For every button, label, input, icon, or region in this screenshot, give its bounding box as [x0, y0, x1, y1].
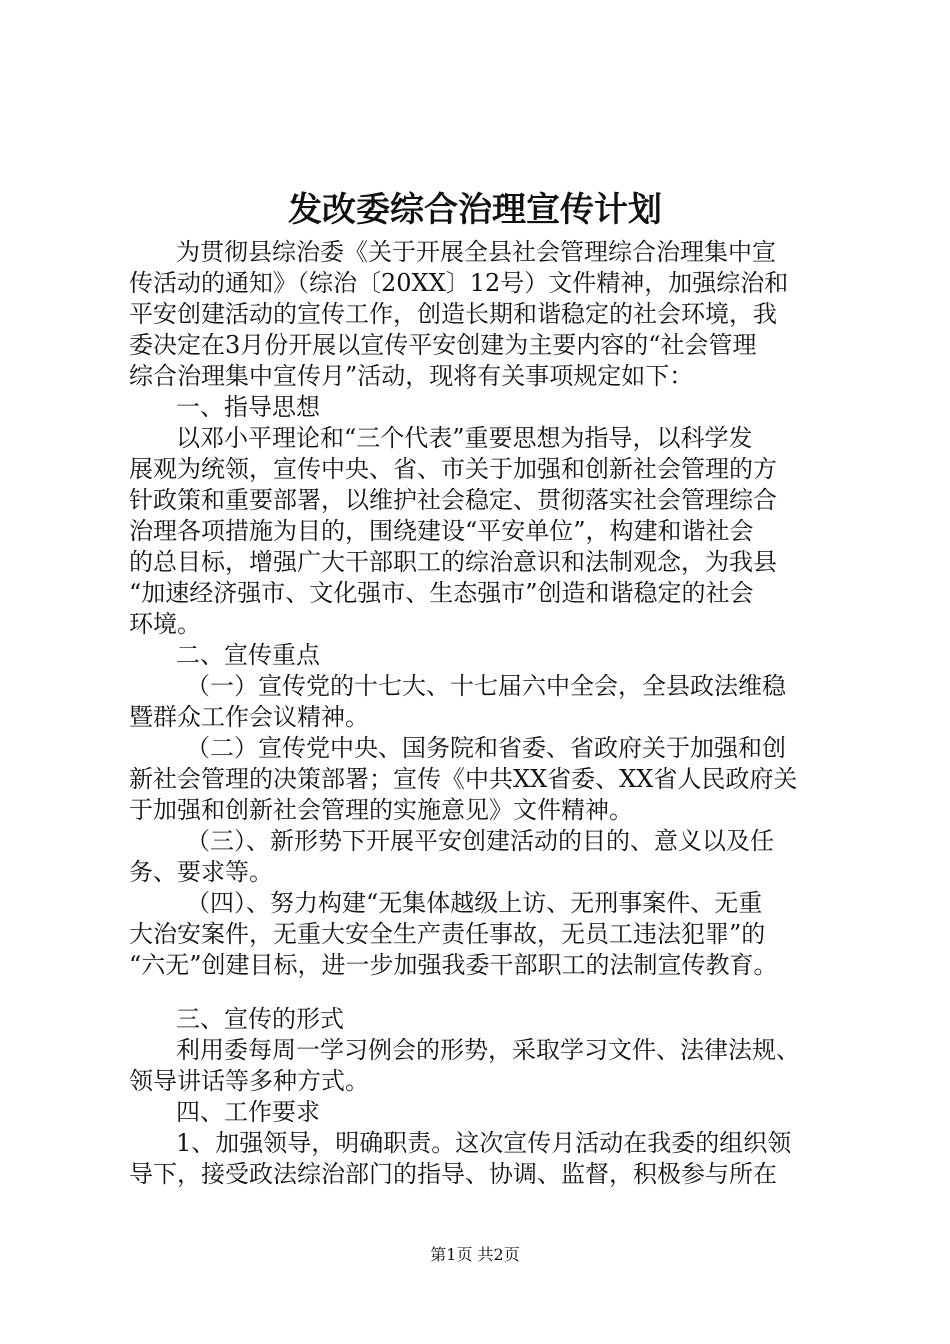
paragraph-line: 新社会管理的决策部署；宣传《中共XX省委、XX省人民政府关 [129, 765, 798, 793]
section-heading: 三、宣传的形式 [176, 1005, 344, 1033]
paragraph-line: 大治安案件，无重大安全生产责任事故，无员工违法犯罪”的 [129, 920, 766, 948]
paragraph-line: 导下，接受政法综治部门的指导、协调、监督，积极参与所在 [129, 1160, 777, 1188]
section-heading: 四、工作要求 [176, 1098, 320, 1126]
section-heading: 一、指导思想 [176, 393, 320, 421]
paragraph-line: 为贯彻县综治委《关于开展全县社会管理综合治理集中宣 [176, 238, 776, 266]
paragraph-line: 务、要求等。 [129, 858, 273, 886]
paragraph-line: 针政策和重要部署，以维护社会稳定、贯彻落实社会管理综合 [129, 486, 777, 514]
paragraph-line: 于加强和创新社会管理的实施意见》文件精神。 [129, 796, 633, 824]
paragraph-line: 综合治理集中宣传月”活动，现将有关事项规定如下： [129, 362, 694, 390]
paragraph-line: 利用委每周一学习例会的形势，采取学习文件、法律法规、 [176, 1036, 800, 1064]
paragraph-line: 1、加强领导，明确职责。这次宣传月活动在我委的组织领 [176, 1129, 792, 1157]
paragraph-line: 展观为统领，宣传中央、省、市关于加强和创新社会管理的方 [129, 455, 777, 483]
paragraph-line: 平安创建活动的宣传工作，创造长期和谐稳定的社会环境，我 [129, 300, 777, 328]
paragraph-line: 传活动的通知》（综治〔20XX〕12号）文件精神，加强综治和 [129, 269, 789, 297]
paragraph-line: “加速经济强市、文化强市、生态强市”创造和谐稳定的社会 [129, 579, 754, 607]
paragraph-line: （三）、新形势下开展平安创建活动的目的、意义以及任 [186, 827, 774, 855]
paragraph-line: 的总目标，增强广大干部职工的综治意识和法制观念，为我县 [129, 548, 777, 576]
paragraph-line: 治理各项措施为目的，围绕建设“平安单位”，构建和谐社会 [129, 517, 754, 545]
paragraph-line: 以邓小平理论和“三个代表”重要思想为指导，以科学发 [176, 424, 753, 452]
paragraph-line: 暨群众工作会议精神。 [129, 703, 369, 731]
paragraph-line: （四）、努力构建“无集体越级上访、无刑事案件、无重 [186, 889, 763, 917]
paragraph-line: 环境。 [129, 610, 201, 638]
paragraph-line: 领导讲话等多种方式。 [129, 1067, 369, 1095]
paragraph-line: （一）宣传党的十七大、十七届六中全会，全县政法维稳 [186, 672, 786, 700]
paragraph-line: “六无”创建目标，进一步加强我委干部职工的法制宣传教育。 [129, 951, 778, 979]
page-footer: 第1页 共2页 [430, 1245, 520, 1264]
paragraph-line: （二）宣传党中央、国务院和省委、省政府关于加强和创 [186, 734, 786, 762]
section-heading: 二、宣传重点 [176, 641, 320, 669]
paragraph-line: 委决定在3月份开展以宣传平安创建为主要内容的“社会管理 [129, 331, 757, 359]
document-title: 发改委综合治理宣传计划 [288, 190, 662, 230]
